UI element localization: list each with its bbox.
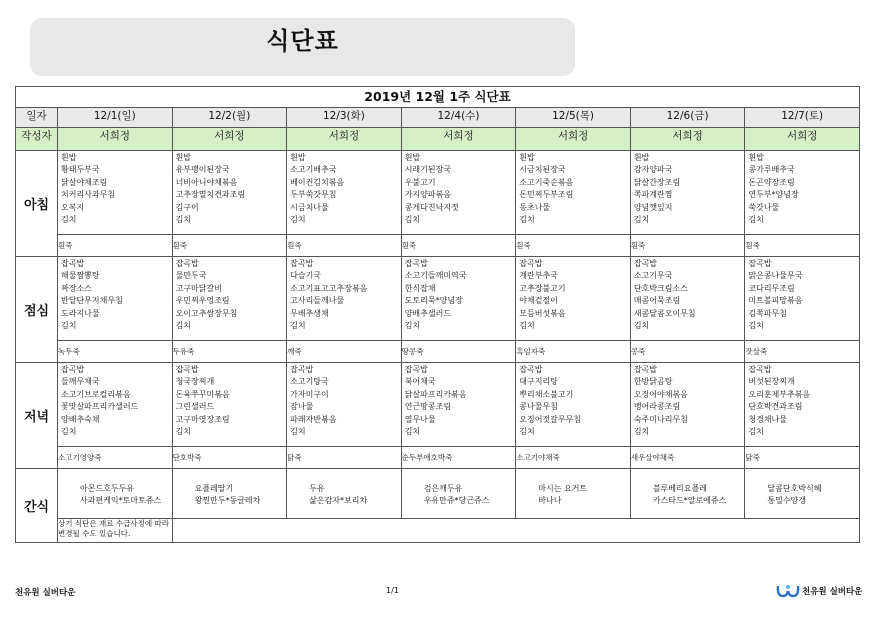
dinner-cell	[58, 363, 173, 447]
lunch-items	[287, 257, 401, 332]
menu-item: 소고기탕국	[290, 377, 329, 387]
menu-item: 김치	[290, 427, 306, 437]
menu-item: 파래자반볶음	[290, 414, 337, 424]
menu-item: 김치	[633, 215, 650, 225]
lunch-items	[516, 257, 630, 332]
menu-item: 소고기죽순볶음	[519, 177, 574, 187]
menu-item: 고구마닭갈비	[175, 283, 222, 293]
breakfast-items	[745, 151, 859, 226]
snack-items	[402, 469, 516, 507]
menu-item: 닭살파프리카볶음	[404, 389, 467, 399]
lunch-cell	[516, 257, 631, 341]
menu-item: 열무나물	[404, 414, 436, 424]
page-title: 식단표	[266, 27, 339, 55]
menu-item: 잡곡밥	[404, 365, 428, 374]
dinner-cell	[401, 363, 516, 447]
menu-item: 흰밥	[61, 153, 77, 162]
menu-item: 잡곡밥	[748, 259, 772, 268]
menu-item: 두부쑥갓무침	[290, 190, 337, 200]
breakfast-cell	[401, 151, 516, 235]
date-cell: 12/6(금)	[630, 108, 745, 128]
writer-cell: 서희정	[630, 128, 745, 151]
porridge-cell: 흰죽	[401, 235, 516, 257]
menu-item: 김치	[519, 215, 535, 225]
breakfast-items	[173, 151, 287, 226]
menu-item: 모듬버섯볶음	[519, 308, 566, 318]
writer-label: 작성자	[16, 128, 58, 151]
page-title-box	[30, 18, 575, 76]
menu-item: 시금치된장국	[519, 165, 566, 175]
writer-cell: 서희정	[516, 128, 631, 151]
menu-item: 시금치나물	[290, 202, 329, 212]
date-cell: 12/3(화)	[287, 108, 402, 128]
porridge-cell: 흰죽	[516, 235, 631, 257]
menu-item: 연두부*양념장	[748, 190, 799, 200]
menu-item: 쑥갓나물	[748, 202, 780, 212]
menu-item: 김치	[633, 427, 650, 437]
menu-item: 도라지나물	[61, 308, 100, 318]
dinner-cell	[630, 363, 745, 447]
menu-item: 매콤어묵조림	[633, 296, 681, 306]
menu-item: 잡곡밥	[748, 365, 772, 374]
date-cell: 12/2(월)	[172, 108, 287, 128]
menu-item: 꽃맛살파프리카샐러드	[61, 402, 139, 412]
dinner-items	[516, 363, 630, 438]
menu-item: 잡곡밥	[175, 365, 199, 374]
snack-item: 요플레딸기	[194, 484, 234, 493]
menu-item: 무배추생채	[290, 308, 329, 318]
menu-item: 김치	[404, 321, 421, 331]
breakfast-cell	[745, 151, 860, 235]
dinner-items	[631, 363, 745, 438]
writer-cell: 서희정	[287, 128, 402, 151]
menu-item: 닭살간장조림	[633, 177, 681, 187]
logo-mark-icon	[776, 583, 800, 599]
snack-item: 통밀수양갱	[767, 496, 807, 505]
menu-item: 동초나물	[519, 202, 551, 212]
menu-item: 너비아니야채볶음	[175, 177, 238, 187]
porridge-cell: 흰죽	[745, 235, 860, 257]
menu-item: 김치	[61, 215, 77, 225]
menu-item: 감자양파국	[633, 165, 673, 175]
porridge-cell: 순두부애호박죽	[401, 447, 516, 469]
porridge-cell: 두유죽	[172, 341, 287, 363]
breakfast-items	[402, 151, 516, 226]
menu-item: 단호박견과조림	[748, 402, 803, 412]
menu-item: 시래기된장국	[404, 165, 452, 175]
lunch-cell	[172, 257, 287, 341]
menu-item: 그린샐러드	[175, 402, 215, 412]
menu-item: 돈육쭈꾸미볶음	[175, 389, 230, 399]
menu-item: 잡곡밥	[61, 365, 85, 374]
menu-item: 김치	[290, 321, 306, 331]
porridge-cell: 새우살야채죽	[630, 447, 745, 469]
menu-item: 고사리들깨나물	[290, 296, 345, 306]
menu-item: 김치	[748, 427, 764, 437]
menu-item: 오리훈제부추볶음	[748, 389, 811, 399]
dinner-cell	[516, 363, 631, 447]
snack-label: 간식	[16, 469, 58, 543]
snack-cell	[58, 469, 173, 519]
menu-item: 우불고기	[404, 177, 436, 187]
menu-item: 버섯된장찌개	[748, 377, 795, 387]
snack-items	[631, 469, 745, 507]
dinner-items	[173, 363, 287, 438]
dinner-items	[402, 363, 516, 438]
dinner-items	[58, 363, 172, 438]
menu-item: 물만두국	[175, 271, 207, 281]
menu-item: 잡곡밥	[61, 259, 85, 268]
date-cell: 12/5(목)	[516, 108, 631, 128]
menu-item: 김치	[175, 427, 192, 437]
breakfast-cell	[287, 151, 402, 235]
breakfast-items	[516, 151, 630, 226]
porridge-cell: 깨죽	[287, 341, 402, 363]
menu-table	[15, 86, 860, 543]
menu-item: 소고기배추국	[290, 165, 337, 175]
menu-item: 오이고추쌈장무침	[175, 308, 238, 318]
lunch-cell	[745, 257, 860, 341]
snack-item: 아몬드호두두유	[80, 484, 135, 493]
snack-cell	[172, 469, 287, 519]
menu-item: 짜장소스	[61, 283, 92, 293]
breakfast-label: 아침	[16, 151, 58, 257]
snack-items	[287, 469, 401, 507]
menu-item: 오복지	[61, 202, 85, 212]
snack-cell	[287, 469, 402, 519]
porridge-cell: 단호박죽	[172, 447, 287, 469]
menu-item: 김치	[748, 321, 764, 331]
breakfast-items	[287, 151, 401, 226]
footer-page-number: 1/1	[386, 586, 399, 595]
menu-item: 오징어야채볶음	[633, 389, 688, 399]
menu-item: 잡곡밥	[519, 259, 543, 268]
menu-item: 베이컨김치볶음	[290, 177, 345, 187]
menu-note: 상기 식단은 재료 수급사정에 따라 변경될 수도 있습니다.	[58, 519, 173, 543]
porridge-cell: 땅콩죽	[401, 341, 516, 363]
menu-item: 소고기브로컬리볶음	[61, 389, 131, 399]
menu-item: 소고기들깨미역국	[404, 271, 467, 281]
lunch-label: 점심	[16, 257, 58, 363]
dinner-items	[745, 363, 859, 438]
snack-items	[58, 469, 172, 507]
menu-item: 소고기표고고추장볶음	[290, 283, 368, 293]
menu-item: 김치	[748, 215, 764, 225]
menu-item: 양념깻잎지	[633, 202, 673, 212]
menu-item: 잡곡밥	[404, 259, 428, 268]
porridge-cell: 닭죽	[287, 447, 402, 469]
dinner-items	[287, 363, 401, 438]
note-blank	[172, 519, 859, 543]
snack-cell	[630, 469, 745, 519]
snack-item: 삶은감자*보리차	[309, 496, 368, 505]
menu-item: 김치	[290, 215, 306, 225]
menu-item: 해물짬뽕탕	[61, 271, 100, 281]
menu-item: 콩나물무침	[519, 402, 558, 412]
breakfast-items	[58, 151, 172, 226]
snack-cell	[401, 469, 516, 519]
menu-item: 흰밥	[404, 153, 421, 162]
menu-item: 흰밥	[633, 153, 650, 162]
menu-item: 한방닭곰탕	[633, 377, 673, 387]
lunch-items	[58, 257, 172, 332]
porridge-cell: 흰죽	[172, 235, 287, 257]
porridge-cell: 흰죽	[58, 235, 173, 257]
writer-cell: 서희정	[172, 128, 287, 151]
menu-item: 김구이	[175, 202, 199, 212]
porridge-cell: 흰죽	[287, 235, 402, 257]
snack-item: 두유	[309, 484, 325, 493]
snack-items	[173, 469, 287, 507]
menu-item: 연근땅콩조림	[404, 402, 452, 412]
menu-item: 오징어젓갈무무침	[519, 414, 582, 424]
menu-item: 계란부추국	[519, 271, 558, 281]
breakfast-cell	[58, 151, 173, 235]
porridge-cell: 소고기야채죽	[516, 447, 631, 469]
menu-item: 소고기무국	[633, 271, 673, 281]
menu-item: 김치	[404, 215, 421, 225]
snack-item: 우유만쥬*당근쥬스	[423, 496, 490, 505]
menu-item: 뱅어라콩조림	[633, 402, 681, 412]
snack-items	[516, 469, 630, 507]
menu-item: 닭살야채조림	[61, 177, 108, 187]
writer-cell: 서희정	[401, 128, 516, 151]
menu-item: 잡곡밥	[519, 365, 543, 374]
dinner-label: 저녁	[16, 363, 58, 469]
lunch-cell	[401, 257, 516, 341]
snack-item: 왕찐만두*동글레차	[194, 496, 261, 505]
menu-item: 잡곡밥	[175, 259, 199, 268]
menu-item: 미트볼피망볶음	[748, 296, 803, 306]
menu-item: 양배추숙채	[61, 414, 100, 424]
dinner-cell	[745, 363, 860, 447]
porridge-cell: 흑임자죽	[516, 341, 631, 363]
menu-item: 청국장찌개	[175, 377, 215, 387]
porridge-cell: 잣살죽	[745, 341, 860, 363]
snack-item: 달콤단호박식혜	[767, 484, 822, 493]
menu-item: 북어채국	[404, 377, 436, 387]
logo-text: 천유원 실버타운	[802, 587, 863, 597]
menu-item: 김치	[61, 321, 77, 331]
footer-org: 천유원 실버타운	[15, 588, 76, 598]
menu-item: 쪽파계란찜	[633, 190, 673, 200]
snack-item: 마시는 요거트	[538, 484, 588, 493]
menu-item: 대구지리탕	[519, 377, 558, 387]
menu-item: 가자미구이	[290, 389, 329, 399]
menu-item: 단호박크림소스	[633, 283, 688, 293]
menu-item: 잡곡밥	[290, 365, 314, 374]
lunch-items	[631, 257, 745, 332]
menu-item: 김치	[404, 427, 421, 437]
menu-item: 흰밥	[290, 153, 306, 162]
lunch-cell	[630, 257, 745, 341]
dinner-cell	[287, 363, 402, 447]
menu-item: 김치	[519, 321, 535, 331]
org-logo	[776, 583, 862, 599]
menu-item: 잡곡밥	[290, 259, 314, 268]
porridge-cell: 소고기영양죽	[58, 447, 173, 469]
writer-cell: 서희정	[745, 128, 860, 151]
menu-item: 반달단무지채무침	[61, 296, 123, 306]
menu-item: 뿌리채소불고기	[519, 389, 574, 399]
date-cell: 12/4(수)	[401, 108, 516, 128]
porridge-cell: 콩죽	[630, 341, 745, 363]
breakfast-cell	[630, 151, 745, 235]
menu-item: 돈민찌두부조림	[519, 190, 574, 200]
menu-item: 콩게다진낙지젓	[404, 202, 459, 212]
menu-item: 김쪽파무침	[748, 308, 788, 318]
lunch-items	[402, 257, 516, 332]
menu-item: 야채겉절이	[519, 296, 558, 306]
menu-item: 숙주미나리무침	[633, 414, 688, 424]
menu-item: 들깨무채국	[61, 377, 100, 387]
menu-item: 치커리사과무침	[61, 190, 116, 200]
menu-item: 우민찌우엉조림	[175, 296, 230, 306]
snack-cell	[516, 469, 631, 519]
menu-item: 다슬기국	[290, 271, 322, 281]
date-cell: 12/7(토)	[745, 108, 860, 128]
menu-item: 고추장멸치견과조림	[175, 190, 246, 200]
menu-item: 잡곡밥	[633, 259, 657, 268]
dinner-cell	[172, 363, 287, 447]
lunch-cell	[58, 257, 173, 341]
snack-items	[745, 469, 859, 507]
porridge-cell: 흰죽	[630, 235, 745, 257]
snack-item: 바나나	[538, 496, 562, 505]
menu-item: 맑은콩나물무국	[748, 271, 803, 281]
menu-item: 청경채나물	[748, 414, 788, 424]
snack-item: 검은깨두유	[423, 484, 463, 493]
menu-item: 잠나물	[290, 402, 314, 412]
menu-item: 김치	[633, 321, 650, 331]
menu-item: 흰밥	[519, 153, 535, 162]
snack-cell	[745, 469, 860, 519]
menu-item: 양배추샐러드	[404, 308, 452, 318]
menu-item: 흰밥	[748, 153, 764, 162]
snack-item: 카스타드*알로에쥬스	[652, 496, 727, 505]
menu-item: 김치	[175, 215, 192, 225]
lunch-cell	[287, 257, 402, 341]
menu-item: 김치	[519, 427, 535, 437]
menu-item: 김치	[61, 427, 77, 437]
week-title: 2019년 12월 1주 식단표	[16, 87, 860, 108]
date-cell: 12/1(일)	[58, 108, 173, 128]
menu-item: 흰밥	[175, 153, 192, 162]
porridge-cell: 닭죽	[745, 447, 860, 469]
breakfast-cell	[172, 151, 287, 235]
menu-item: 콩가루배추국	[748, 165, 795, 175]
breakfast-cell	[516, 151, 631, 235]
menu-item: 김치	[175, 321, 192, 331]
writer-cell: 서희정	[58, 128, 173, 151]
snack-item: 블루베리요플레	[652, 484, 707, 493]
menu-item: 가지양파볶음	[404, 190, 452, 200]
date-label: 일자	[16, 108, 58, 128]
menu-item: 코다리무조림	[748, 283, 795, 293]
breakfast-items	[631, 151, 745, 226]
menu-item: 고추장불고기	[519, 283, 566, 293]
menu-item: 한식잡채	[404, 283, 436, 293]
menu-item: 황태두부국	[61, 165, 100, 175]
lunch-items	[745, 257, 859, 332]
lunch-items	[173, 257, 287, 332]
menu-item: 새콤달콤오이무침	[633, 308, 696, 318]
porridge-cell: 녹두죽	[58, 341, 173, 363]
menu-item: 잡곡밥	[633, 365, 657, 374]
menu-item: 고구마엿장조림	[175, 414, 230, 424]
snack-item: 사과편케익*토마토쥬스	[80, 496, 162, 505]
menu-item: 도토리묵*양념장	[404, 296, 463, 306]
menu-item: 돈곤약장조림	[748, 177, 795, 187]
menu-item: 유부팽이된장국	[175, 165, 230, 175]
